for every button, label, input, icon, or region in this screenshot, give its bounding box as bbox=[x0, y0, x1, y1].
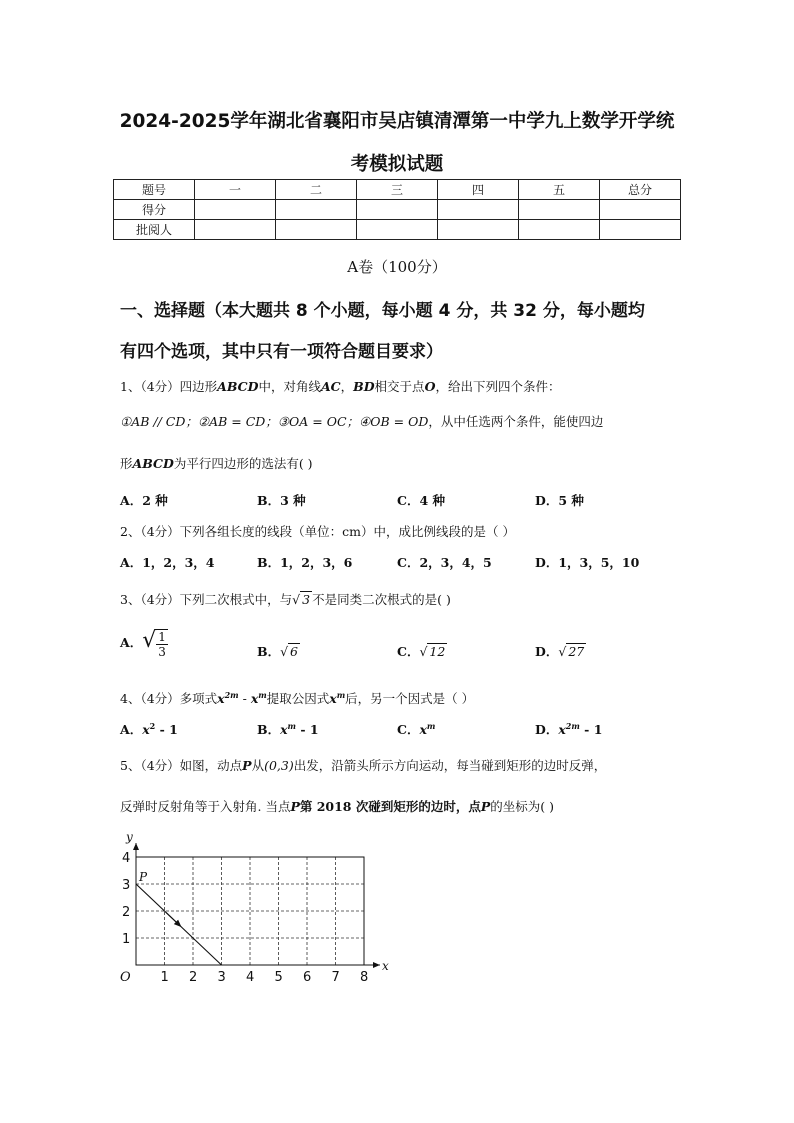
q4-exp: 2 bbox=[149, 720, 156, 731]
y-tick-label: 2 bbox=[122, 905, 131, 920]
q1-text: 为平行四边形的选法有( ) bbox=[173, 456, 313, 471]
q3-text: 不是同类二次根式的是( ) bbox=[312, 592, 451, 607]
score-table bbox=[113, 179, 681, 240]
score-cell[interactable] bbox=[600, 220, 681, 240]
q1-option-c[interactable]: C．4 种 bbox=[397, 493, 445, 508]
q3-fraction bbox=[156, 629, 168, 659]
score-cell[interactable] bbox=[600, 200, 681, 220]
q5-text: 第 2018 次碰到矩形的边时，点 bbox=[299, 799, 481, 814]
q4-option-a[interactable] bbox=[120, 720, 178, 738]
q5-text: 5、（4分）如图，动点 bbox=[120, 758, 243, 773]
score-table-header: 一 bbox=[195, 180, 276, 200]
y-axis-label: y bbox=[126, 830, 133, 844]
y-tick-label: 1 bbox=[122, 932, 131, 947]
q5-text: 出发，沿箭头所示方向运动，每当碰到矩形的边时反弹， bbox=[293, 758, 607, 773]
q5-point: (0,3) bbox=[264, 758, 294, 773]
question-2-text: 2、（4分）下列各组长度的线段（单位：cm）中，成比例线段的是（ ） bbox=[120, 524, 515, 539]
origin-label: O bbox=[120, 970, 131, 985]
q4-rest: - 1 bbox=[296, 722, 319, 737]
q1-ac: AC bbox=[320, 379, 341, 394]
section-heading-line1: 一、选择题（本大题共 8 个小题，每小题 4 分，共 32 分，每小题均 bbox=[120, 301, 645, 321]
score-table-header: 总分 bbox=[600, 180, 681, 200]
score-cell[interactable] bbox=[438, 200, 519, 220]
page-title-line1: 2024-2025学年湖北省襄阳市吴店镇清潭第一中学九上数学开学统 bbox=[119, 111, 675, 132]
x-tick-label: 1 bbox=[160, 970, 169, 985]
score-table-header: 题号 bbox=[114, 180, 195, 200]
q4-var: x bbox=[280, 722, 288, 737]
q2-option-a[interactable]: A．1，2，3，4 bbox=[120, 555, 215, 570]
score-row-label: 批阅人 bbox=[114, 220, 195, 240]
volume-title: A卷（100分） bbox=[347, 258, 447, 276]
sqrt-icon: √ bbox=[280, 644, 289, 659]
q2-option-d[interactable]: D．1，3，5，10 bbox=[535, 555, 640, 570]
q4-rest: - 1 bbox=[579, 722, 603, 737]
q4-option-d[interactable] bbox=[535, 720, 602, 738]
y-tick-label: 3 bbox=[122, 878, 131, 893]
q1-abcd: ABCD bbox=[217, 379, 259, 394]
question-4-text bbox=[120, 689, 474, 707]
score-row-label: 得分 bbox=[114, 200, 195, 220]
x-tick-label: 8 bbox=[360, 970, 369, 985]
question-5-line1 bbox=[120, 756, 606, 774]
q4-option-label: A． bbox=[120, 722, 143, 737]
y-axis-arrow-icon bbox=[133, 843, 139, 850]
q3-option-a[interactable] bbox=[120, 628, 168, 659]
point-p-label: P bbox=[139, 870, 148, 884]
q4-exp: m bbox=[426, 720, 436, 731]
q1-option-a[interactable]: A．2 种 bbox=[120, 493, 168, 508]
q4-var: x bbox=[558, 722, 566, 737]
x-tick-label: 5 bbox=[274, 970, 283, 985]
q4-option-label: D． bbox=[535, 722, 559, 737]
score-table-row bbox=[114, 200, 681, 220]
q4-var: x bbox=[250, 691, 259, 706]
x-tick-label: 6 bbox=[303, 970, 312, 985]
sqrt-icon: √ bbox=[558, 644, 567, 659]
x-axis-label: x bbox=[382, 959, 389, 973]
q1-text: 相交于点 bbox=[374, 379, 425, 394]
q5-text: 的坐标为( ) bbox=[490, 799, 554, 814]
q3-option-label: D． bbox=[535, 644, 559, 659]
q1-conditions: ①AB // CD；②AB = CD；③OA = OC；④OB = OD bbox=[120, 414, 429, 429]
q4-exp: m bbox=[258, 689, 267, 700]
q3-option-label: C． bbox=[397, 644, 420, 659]
q4-var: x bbox=[142, 722, 150, 737]
score-table-header: 二 bbox=[276, 180, 357, 200]
q1-text: ，从中任选两个条件，能使四边 bbox=[428, 414, 604, 429]
q4-text: 4、（4分）多项式 bbox=[120, 691, 218, 706]
score-table-header: 三 bbox=[357, 180, 438, 200]
question-1-line1 bbox=[120, 377, 560, 395]
score-cell[interactable] bbox=[276, 220, 357, 240]
q1-text: ，给出下列四个条件： bbox=[435, 379, 561, 394]
sqrt-icon: √ bbox=[292, 592, 301, 607]
q4-var: x bbox=[419, 722, 427, 737]
q1-bd: BD bbox=[353, 379, 375, 394]
q5-text: 从 bbox=[251, 758, 265, 773]
q1-option-b[interactable]: B．3 种 bbox=[257, 493, 306, 508]
sqrt-icon: √ bbox=[419, 644, 428, 659]
q4-text: 提取公因式 bbox=[266, 691, 330, 706]
score-table-header: 五 bbox=[519, 180, 600, 200]
question-5-line2 bbox=[120, 797, 554, 815]
q1-text: 1、（4分）四边形 bbox=[120, 379, 218, 394]
score-cell[interactable] bbox=[195, 220, 276, 240]
q5-text: 反弹时反射角等于入射角. 当点 bbox=[120, 799, 291, 814]
q3-radicand: 27 bbox=[568, 644, 585, 659]
q4-var: x bbox=[329, 691, 337, 706]
score-cell[interactable] bbox=[276, 200, 357, 220]
page-title-line2: 考模拟试题 bbox=[350, 154, 444, 175]
q3-radicand: 3 bbox=[302, 592, 311, 607]
q3-text: 3、（4分）下列二次根式中，与 bbox=[120, 592, 293, 607]
x-tick-label: 7 bbox=[331, 970, 340, 985]
score-cell[interactable] bbox=[519, 220, 600, 240]
score-cell[interactable] bbox=[357, 220, 438, 240]
q4-exp: m bbox=[336, 689, 346, 700]
q2-option-b[interactable]: B．1，2，3，6 bbox=[257, 555, 353, 570]
q4-text: 后，另一个因式是（ ） bbox=[345, 691, 475, 706]
fraction-numerator: 1 bbox=[158, 629, 166, 644]
x-axis-arrow-icon bbox=[373, 962, 380, 968]
q3-option-label: A． bbox=[120, 635, 143, 650]
q3-radicand: 12 bbox=[429, 644, 446, 659]
score-cell[interactable] bbox=[519, 200, 600, 220]
x-tick-label: 3 bbox=[217, 970, 226, 985]
direction-arrow-icon bbox=[166, 912, 179, 924]
q4-rest: - 1 bbox=[155, 722, 178, 737]
score-table-row bbox=[114, 220, 681, 240]
coordinate-figure bbox=[110, 826, 400, 991]
x-tick-label: 2 bbox=[189, 970, 198, 985]
q4-minus: - bbox=[238, 691, 251, 706]
x-tick-label: 4 bbox=[246, 970, 255, 985]
q4-var: x bbox=[217, 691, 225, 706]
question-1-line2 bbox=[120, 412, 603, 430]
q1-abcd: ABCD bbox=[132, 456, 174, 471]
fraction-denominator: 3 bbox=[158, 644, 166, 659]
score-cell[interactable] bbox=[357, 200, 438, 220]
q5-p: P bbox=[480, 799, 491, 814]
score-cell[interactable] bbox=[195, 200, 276, 220]
score-cell[interactable] bbox=[438, 220, 519, 240]
q4-exp: 2m bbox=[565, 720, 580, 731]
q1-text: 中，对角线 bbox=[258, 379, 321, 394]
q1-o: O bbox=[424, 379, 436, 394]
q3-option-c[interactable] bbox=[397, 642, 447, 660]
q4-exp: 2m bbox=[224, 689, 239, 700]
question-3-text bbox=[120, 590, 451, 608]
q3-option-d[interactable] bbox=[535, 642, 586, 660]
q2-option-c[interactable]: C．2，3，4，5 bbox=[397, 555, 492, 570]
sqrt-icon: √ bbox=[142, 628, 157, 653]
q3-radicand: 6 bbox=[290, 644, 298, 659]
q4-option-c[interactable] bbox=[397, 720, 435, 738]
q1-text: 形 bbox=[120, 456, 133, 471]
question-1-line3 bbox=[120, 454, 313, 472]
q1-text: ， bbox=[340, 379, 354, 394]
q3-option-b[interactable] bbox=[257, 642, 300, 660]
q4-option-b[interactable] bbox=[257, 720, 319, 738]
score-table-header-row bbox=[114, 180, 681, 200]
score-table-header: 四 bbox=[438, 180, 519, 200]
y-tick-label: 4 bbox=[122, 851, 131, 866]
section-heading-line2: 有四个选项，其中只有一项符合题目要求） bbox=[120, 342, 443, 362]
q5-p: P bbox=[290, 799, 300, 814]
q5-p: P bbox=[242, 758, 252, 773]
q3-option-label: B． bbox=[257, 644, 281, 659]
q4-exp: m bbox=[287, 720, 296, 731]
q1-option-d[interactable]: D．5 种 bbox=[535, 493, 584, 508]
q4-option-label: C． bbox=[397, 722, 420, 737]
q4-option-label: B． bbox=[257, 722, 281, 737]
